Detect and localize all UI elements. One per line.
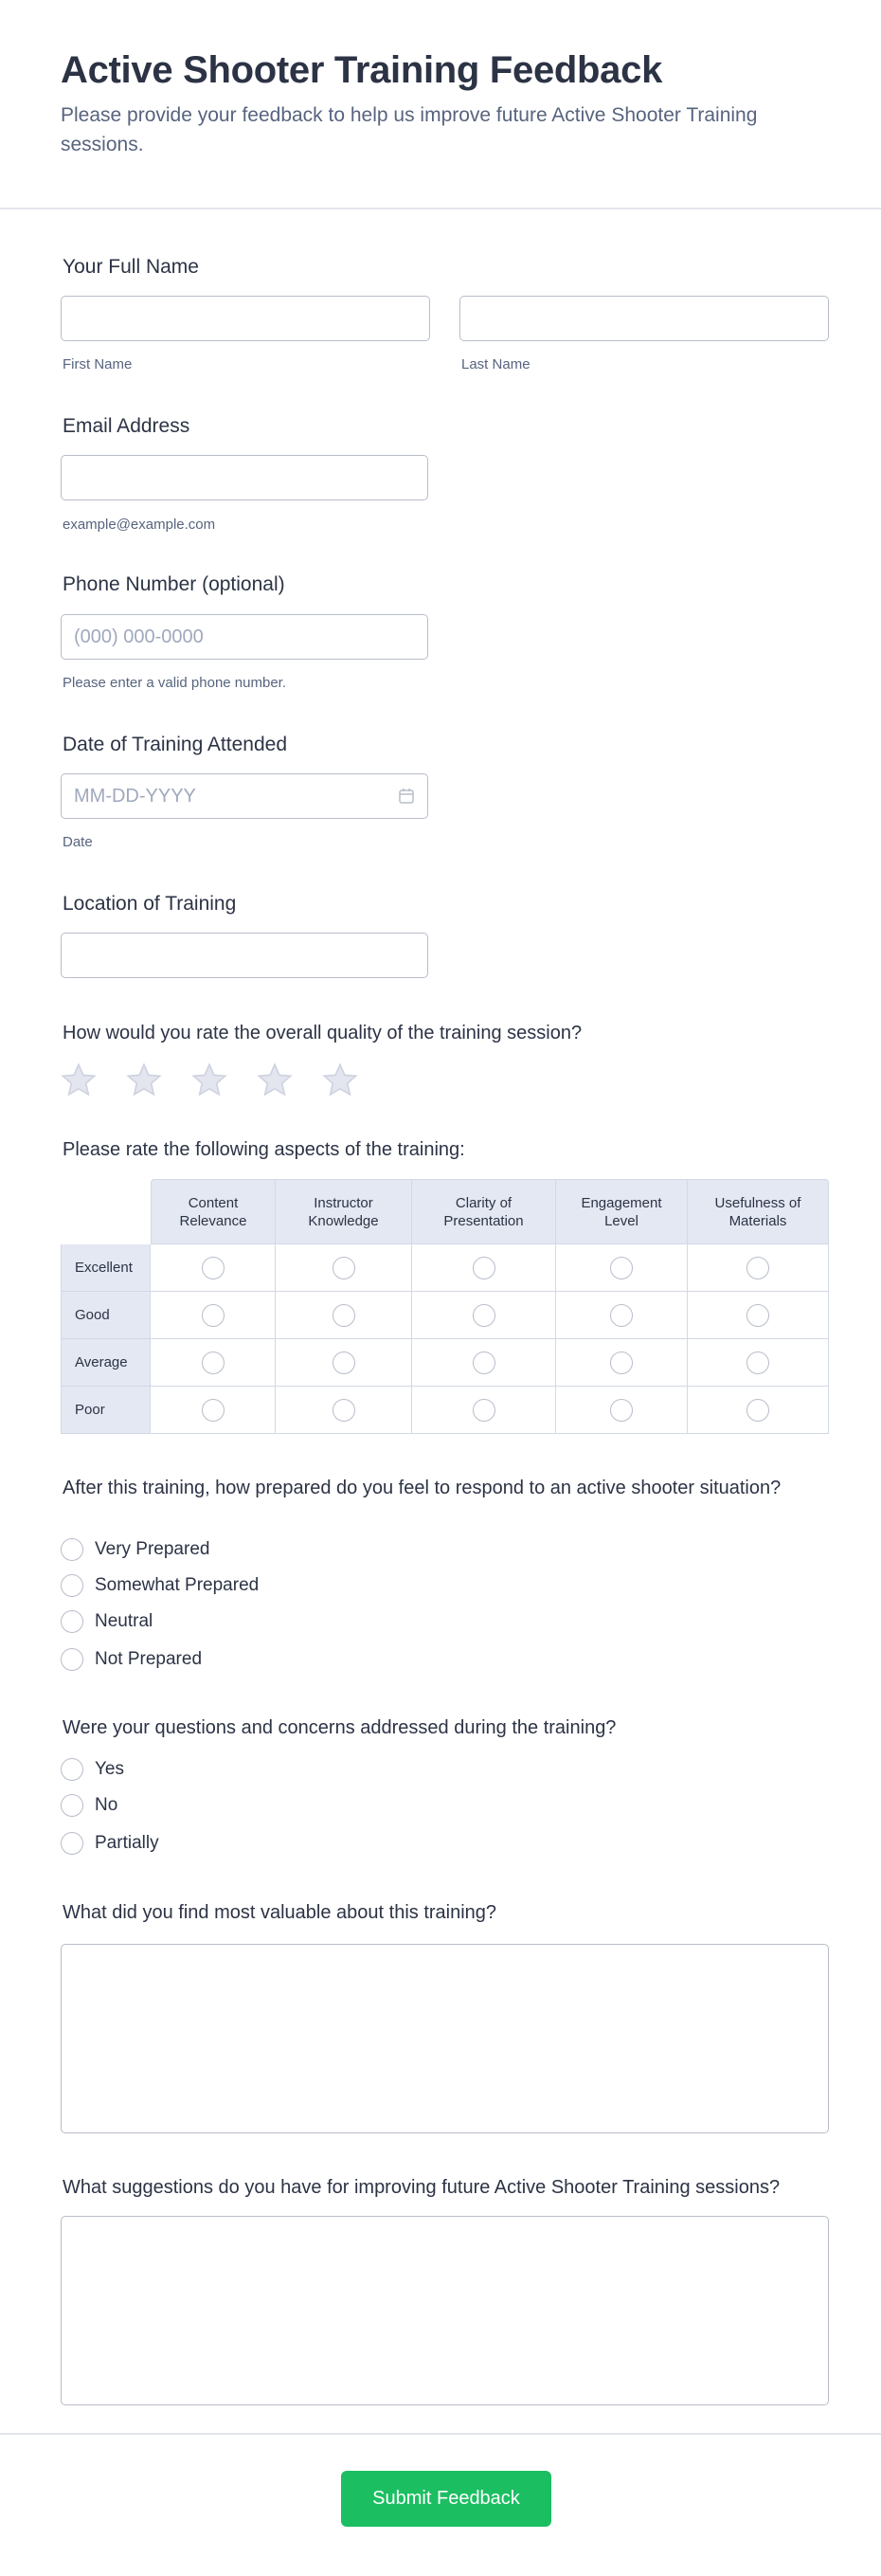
matrix-column-header: Instructor Knowledge [276,1179,412,1244]
matrix-radio[interactable] [202,1351,225,1374]
matrix-column-header: Engagement Level [556,1179,688,1244]
matrix-column-header: Clarity of Presentation [412,1179,556,1244]
prepared-question: After this training, how prepared do you feel to respond to an active shooter situation? [63,1478,782,1498]
matrix-question: Please rate the following aspects of the training: [63,1139,465,1160]
footer-divider [0,2433,881,2435]
matrix-column-header: Usefulness of Materials [688,1179,829,1244]
radio-button[interactable] [61,1610,83,1633]
phone-help: Please enter a valid phone number. [63,675,286,691]
matrix-row-label: Excellent [61,1244,151,1292]
phone-input[interactable] [61,614,428,660]
matrix-radio[interactable] [746,1304,769,1327]
addressed-question: Were your questions and concerns addressed during the training? [63,1717,617,1738]
submit-button[interactable]: Submit Feedback [341,2471,551,2527]
star-icon[interactable] [125,1061,163,1099]
matrix-radio[interactable] [333,1304,355,1327]
radio-option[interactable] [61,1574,259,1597]
matrix-row [61,1292,829,1339]
radio-label: Yes [95,1759,124,1779]
matrix-radio[interactable] [333,1257,355,1279]
date-help: Date [63,834,93,850]
star-icon[interactable] [256,1061,294,1099]
matrix-radio[interactable] [610,1351,633,1374]
matrix-row [61,1339,829,1387]
radio-option[interactable] [61,1794,117,1817]
email-help: example@example.com [63,517,216,533]
matrix-radio[interactable] [473,1351,495,1374]
star-icon[interactable] [60,1061,98,1099]
radio-label: Very Prepared [95,1539,210,1559]
matrix-radio[interactable] [473,1304,495,1327]
matrix-radio[interactable] [610,1304,633,1327]
date-input[interactable] [61,773,428,819]
location-input[interactable] [61,933,428,978]
matrix-row-label: Good [61,1292,151,1339]
header-divider [0,208,881,209]
page-subtitle: Please provide your feedback to help us improve future Active Shooter Training sessions. [61,104,758,155]
matrix-radio[interactable] [202,1257,225,1279]
last-name-sublabel: Last Name [461,356,530,372]
radio-label: No [95,1795,118,1815]
matrix-radio[interactable] [610,1257,633,1279]
first-name-sublabel: First Name [63,356,133,372]
page-title: Active Shooter Training Feedback [61,49,663,91]
calendar-icon[interactable] [398,788,415,805]
matrix-radio[interactable] [333,1351,355,1374]
matrix-radio[interactable] [610,1399,633,1422]
matrix-row [61,1387,829,1434]
star-rating[interactable] [60,1061,359,1099]
radio-option[interactable] [61,1648,202,1671]
matrix-radio[interactable] [473,1257,495,1279]
suggestions-textarea[interactable] [61,2216,829,2405]
radio-option[interactable] [61,1832,159,1855]
radio-option[interactable] [61,1610,153,1633]
radio-button[interactable] [61,1538,83,1561]
matrix-radio[interactable] [746,1257,769,1279]
valuable-question: What did you find most valuable about this training? [63,1902,497,1923]
radio-option[interactable] [61,1758,124,1781]
last-name-input[interactable] [459,296,829,341]
matrix-container [61,1179,829,1434]
date-label: Date of Training Attended [63,734,287,755]
matrix-header-row [61,1179,829,1244]
star-icon[interactable] [321,1061,359,1099]
matrix-radio[interactable] [473,1399,495,1422]
rating-matrix [61,1179,829,1434]
phone-label: Phone Number (optional) [63,573,285,595]
matrix-column-header: Content Relevance [151,1179,276,1244]
radio-label: Partially [95,1833,159,1853]
date-placeholder: MM-DD-YYYY [74,785,196,807]
radio-label: Somewhat Prepared [95,1575,260,1595]
radio-label: Neutral [95,1611,153,1631]
radio-label: Not Prepared [95,1649,203,1669]
suggestions-question: What suggestions do you have for improving future Active Shooter Training sessions? [63,2177,781,2198]
matrix-corner [61,1179,151,1244]
matrix-radio[interactable] [333,1399,355,1422]
matrix-radio[interactable] [746,1351,769,1374]
star-icon[interactable] [190,1061,228,1099]
email-label: Email Address [63,415,190,437]
matrix-radio[interactable] [202,1304,225,1327]
phone-placeholder: (000) 000-0000 [74,626,204,647]
first-name-input[interactable] [61,296,430,341]
full-name-label: Your Full Name [63,256,199,278]
location-label: Location of Training [63,893,237,915]
email-input[interactable] [61,455,428,500]
radio-option[interactable] [61,1538,209,1561]
radio-button[interactable] [61,1648,83,1671]
matrix-row [61,1244,829,1292]
matrix-row-label: Average [61,1339,151,1387]
radio-button[interactable] [61,1794,83,1817]
matrix-radio[interactable] [746,1399,769,1422]
radio-button[interactable] [61,1758,83,1781]
radio-button[interactable] [61,1574,83,1597]
rating-question: How would you rate the overall quality of the training session? [63,1023,583,1043]
valuable-textarea[interactable] [61,1944,829,2133]
matrix-radio[interactable] [202,1399,225,1422]
matrix-row-label: Poor [61,1387,151,1434]
radio-button[interactable] [61,1832,83,1855]
